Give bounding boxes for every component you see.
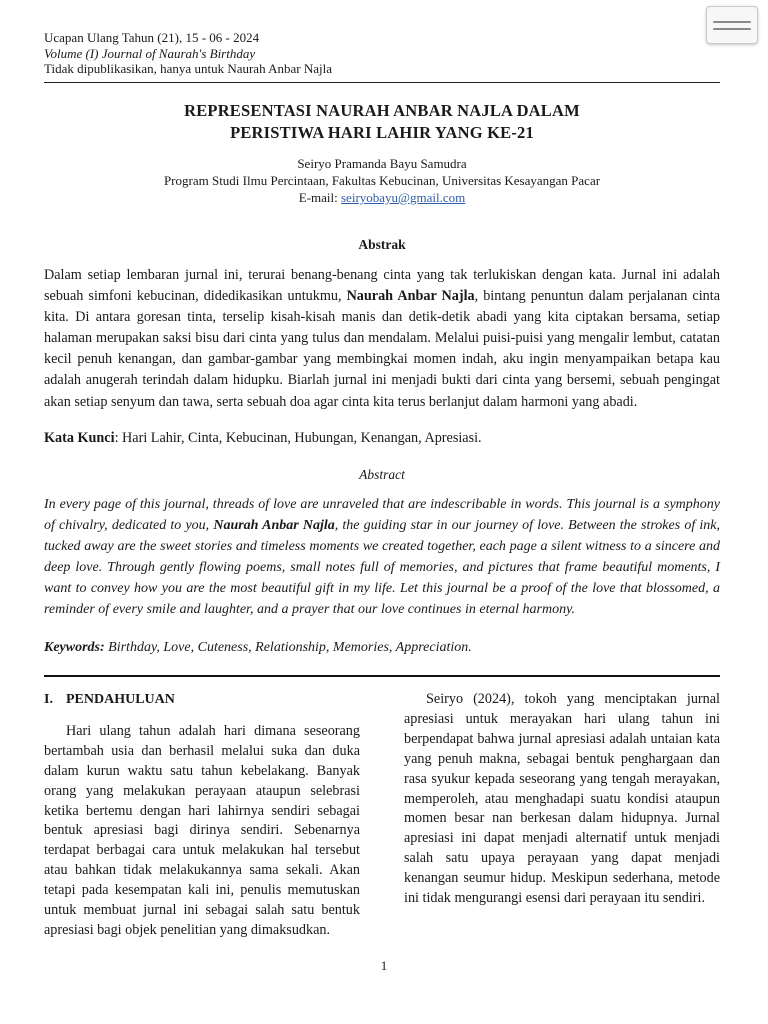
intro-paragraph-right: Seiryo (2024), tokoh yang menciptakan jurnal apresiasi untuk merayakan hari ulang tahun ini berpendapat bahwa jurnal apresiasi adalah untaian kata yang penuh makna, sebagai bentuk penghargaan dan rasa syukur kepada seseorang yang tengah merayakan, memperoleh, atau menghadapi suatu kondisi ataupun momen besar nan berkesan dalam hidupnya. Jurnal apresiasi ini dapat menjadi alternatif untuk menjadi salah satu upaya perayaan yang dapat menjadi kenangan seumur hidup. Meskipun sederhana, metode ini tidak mengurangi esensi dari perayaan itu sendiri. — [404, 691, 720, 907]
keywords-values: Birthday, Love, Cuteness, Relationship, Memories, Appreciation. — [104, 640, 472, 655]
header-divider — [44, 82, 720, 83]
section-title: PENDAHULUAN — [66, 692, 175, 707]
menu-bar — [713, 21, 751, 23]
keywords — [44, 640, 720, 656]
menu-bar — [713, 28, 751, 30]
abstract-name-bold: Naurah Anbar Najla — [213, 518, 335, 534]
abstrak-text-part: , bintang penuntun dalam perjalanan cinta kita. Di antara goresan tinta, terselip kisah-kisah manis dan detik-detik abadi yang kita ciptakan bersama, setiap halaman merupakan saksi bisu dari cinta yang tulus dan mendalam. Melalui puisi-puisi yang mengalir lembut, catatan kecil penuh kenangan, dan gambar-gambar yang membingkai momen indah, aku ingin menyampaikan betapa kau adalah anugerah terindah dalam hidupku. Biarlah jurnal ini menjadi bukti dari cinta yang bersemi, sebuah pengingat akan setiap senyum dan tawa, serta sebuah doa agar cinta kita terus berlanjut dalam harmoni yang abadi. — [44, 288, 721, 410]
kata-kunci-label: Kata Kunci — [44, 430, 115, 446]
email-label: E-mail: — [298, 190, 338, 205]
abstrak-text — [44, 265, 720, 413]
abstrak-name-bold: Naurah Anbar Najla — [346, 288, 475, 305]
email-link[interactable]: seiryobayu@gmail.com — [341, 190, 466, 205]
section-heading — [44, 690, 360, 710]
paper-title-line-2: PERISTIWA HARI LAHIR YANG KE-21 — [230, 123, 534, 142]
abstrak-heading: Abstrak — [358, 237, 406, 252]
abstract-text — [44, 494, 720, 621]
column-left — [44, 690, 360, 941]
header-line-note: Tidak dipublikasikan, hanya untuk Naurah Anbar Najla — [44, 61, 332, 76]
author-block — [44, 155, 720, 206]
column-right — [404, 690, 720, 909]
running-header — [44, 30, 332, 77]
kata-kunci-values: : Hari Lahir, Cinta, Kebucinan, Hubungan, Kenangan, Apresiasi. — [114, 430, 482, 446]
section-number: I. — [44, 692, 53, 707]
author-email-line — [44, 189, 720, 206]
abstract-text-part: , the guiding star in our journey of love. Between the strokes of ink, tucked away are the sweet stories and timeless moments we created together, each page a silent witness to a sincere and deep love. Through gently flowing poems, small notes full of memories, and pictures that frame beautiful moments, I want to convey how you are the most beautiful gift in my life. Let this journal be a proof of the love that blossomed, a reminder of every smile and laughter, and a prayer that our love continues in eternal harmony. — [44, 518, 720, 618]
kata-kunci — [44, 430, 720, 447]
paper-title — [44, 100, 720, 144]
header-line-volume: Volume (I) Journal of Naurah's Birthday — [44, 45, 256, 61]
author-name: Seiryo Pramanda Bayu Samudra — [297, 156, 467, 171]
keywords-label: Keywords: — [44, 640, 105, 655]
section-divider — [44, 675, 720, 677]
page-number: 1 — [380, 958, 388, 973]
intro-paragraph-left: Hari ulang tahun adalah hari dimana seseorang bertambah usia dan berhasil melalui suka dan duka dalam kurun waktu satu tahun kebelakang. Banyak orang yang melakukan perayaan ataupun selebrasi ketika bertemu dengan hari lahirnya sendiri sebagai bentuk apresiasi bagi dirinya sendiri. Sebenarnya terdapat berbagai cara untuk melakukan hal tersebut atau bahkan tidak melakukannya sama sekali. Akan tetapi pada kesempatan kali ini, penulis memutuskan untuk membuat jurnal ini sebagai salah satu bentuk apresiasi bagi objek penelitian yang dimaksudkan. — [44, 722, 360, 938]
header-line-date: Ucapan Ulang Tahun (21), 15 - 06 - 2024 — [44, 30, 260, 45]
paper-title-line-1: REPRESENTASI NAURAH ANBAR NAJLA DALAM — [184, 101, 580, 120]
abstrak-text-part: Dalam setiap lembaran jurnal ini, terurai benang-benang cinta yang tak terlukiskan dengan kata. Jurnal ini adalah sebuah simfoni kebucinan, didedikasikan untukmu, — [44, 267, 720, 305]
author-affiliation: Program Studi Ilmu Percintaan, Fakultas Kebucinan, Universitas Kesayangan Pacar — [163, 173, 601, 188]
hamburger-menu-icon[interactable] — [706, 6, 758, 44]
abstract-heading: Abstract — [359, 467, 405, 482]
abstract-text-part: In every page of this journal, threads of love are unraveled that are indescribable in words. This journal is a symphony of chivalry, dedicated to you, — [44, 497, 720, 534]
